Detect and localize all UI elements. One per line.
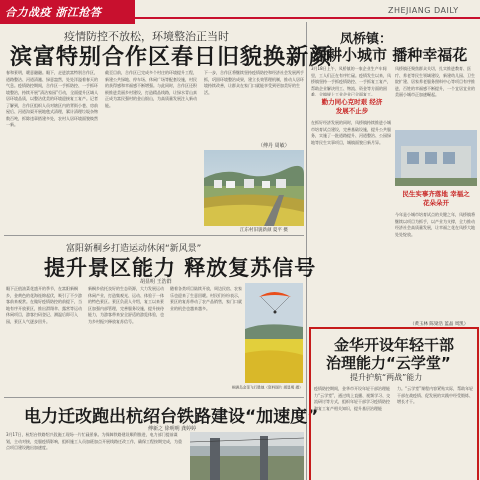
article-tourism-headline: 提升景区能力 释放复苏信号 xyxy=(44,256,317,280)
article-rail-byline: 傅新之 徐明明 龚婷婷 xyxy=(148,426,197,432)
paper-name-en: ZHEJIANG DAILY xyxy=(388,6,459,15)
article-main-body-left: 春和景明，暖意融融。眼下，走进滨富特别合作区，道路整洁、河道清澈、绿意盎然，处处洋溢着春天的气息。疫情防控期间，合作区一手抓防控、一手抓环境整治，持续开展“清洁家园”行动，全面提升区域人居环境品质，以整洁优美的环境迎接复工复产。记者了解到，合作区组织人员对辖区内的背街小巷、房前屋后、河道沟渠开展地毯式清理，累计清理垃圾杂物数百吨，拆除违章搭建多处，农村人居环境面貌焕然一新。 xyxy=(6,70,99,127)
article-fenqiao-byline: （黄玉林 陈梁浩 蓝晶 周凯） xyxy=(410,322,469,327)
article-tourism-body-right: 随着各类项目陆续开放，周边民宿、农家乐也迎来了生意回暖。村民们纷纷表示，景区的复苏带动了农产品销售，家门口就业的机会也越来越多。 xyxy=(170,286,242,311)
article-tourism-body-left: 眼下正值油菜花盛开的季节，在富阳新桐乡，金黄色的花海连绵起伏，吸引了不少游客前来观赏。在做好疫情防控的前提下，当地有序开放景区，推出滑翔伞、露营等运动休闲项目，游客扫码登记、测温后即可入园，景区人气逐步回升。 xyxy=(6,286,82,324)
article-jinhua-subhead: 提升护航“两战”能力 xyxy=(350,373,423,382)
article-fenqiao-section-title-2: 民生实事齐落地 幸福之花朵朵开 xyxy=(402,190,470,207)
article-jinhua-headline-2: 治理能力“云学堂” xyxy=(326,354,451,372)
article-fenqiao-kicker: 凤桥镇： xyxy=(340,32,393,47)
village-photo xyxy=(204,150,304,226)
masthead-rule xyxy=(135,17,480,19)
article-jinhua-headline-1: 金华开设年轻干部 xyxy=(334,336,455,354)
article-fenqiao-body-a: 3月18日上午，凤桥镇的一家企业生产车间里，工人们正在有序忙碌。疫情发生以来，凤桥镇坚持一手抓疫情防控、一手抓复工复产，帮助企业解决用工、物流、资金等方面的困难，全镇规上工业企业已全面复工。 xyxy=(311,66,391,96)
article-fenqiao-section-title: 勤力同心克时艰 经济发展不止步 xyxy=(321,98,383,115)
article-tourism-byline: 胡显明 王浩群 xyxy=(140,279,172,285)
paraglider-photo xyxy=(245,283,303,383)
article-main-body-mid: 截至目前，合作区已完成多个村庄的环境提升工程，新建公共绿地、停车场、休闲广场等配套设施，村民的获得感和幸福感不断增强。与此同时，合作区还积极推进美丽乡村建设，打造精品线路，让绿水青山真正成为富民强村的金山银山，为高质量发展注入新动能。 xyxy=(105,70,197,108)
article-main-byline: （傅丹 周敏） xyxy=(258,143,290,149)
section-rule-2 xyxy=(4,397,304,398)
article-fenqiao-body-d: 今年是小城市培育试点的关键之年，凤桥镇将继续以项目为抓手，以产业为支撑，全力推动经济社会高质量发展，让幸福之花在凤桥大地处处绽放。 xyxy=(395,212,475,237)
rail-photo xyxy=(190,432,304,480)
article-tourism-body-mid: 新桐乡依托良好的生态资源，大力发展运动休闲产业，打造集观光、运动、体验于一体的特色景区。景区负责人介绍，复工以来景区加强内部管理，完善服务设施，提升接待能力，为游客带来安全舒适的游览体验，也为乡村振兴释放复苏信号。 xyxy=(88,286,164,324)
article-tourism-kicker: 富阳新桐乡打造运动休闲“新风景” xyxy=(66,244,202,254)
paraglider-photo-caption: 桐洲岛金菜飞行胜地（资料图片 胡显明 摄） xyxy=(232,385,303,390)
village-photo-caption: 江东村旧貌新颜 夏平 摄 xyxy=(240,228,288,233)
masthead-section-label: 合力战疫 浙江抢答 xyxy=(5,6,102,19)
article-fenqiao-body-b: 在抓好经济发展的同时，凤桥镇持续推进小城市培育试点建设，完善基础设施，提升公共服务，实施了一批道路提升、河道整治、公园绿地等民生实事项目，城镇面貌日新月异。 xyxy=(311,120,391,145)
article-main-kicker: 疫情防控不放松，环境整治正当时 xyxy=(64,30,229,43)
article-jinhua-body: 疫情防控期间，金华市开设年轻干部治理能力“云学堂”，通过线上直播、视频学习、交流研讨等方式，组织年轻干部学习疫情防控和复工复产相关知识，提升基层治理能力。“云学堂”课程内容紧贴实际，帮助年轻干部在战疫情、促发展的实践中经受锻炼、增长才干。 xyxy=(314,386,474,411)
masthead-banner xyxy=(0,0,135,24)
fenqiao-photo xyxy=(395,130,477,186)
article-rail-body: 3月17日，杭绍台铁路绍兴段施工现场一片忙碌景象。为保障铁路建设顺利推进，电力部门提前谋划，主动对接，克服疫情影响，组织施工人员加班加点开展线路迁改工作，确保工程按期完成，为重点项目建设跑出加速度。 xyxy=(6,432,182,450)
article-main-headline: 滨富特别合作区春日旧貌换新颜 xyxy=(10,45,333,70)
article-rail-headline: 电力迁改跑出杭绍台铁路建设“加速度” xyxy=(24,407,319,427)
article-fenqiao-body-c: 凤桥镇还聚焦群众关切，扎实推进教育、医疗、养老等民生领域建设，新建幼儿园、卫生院扩建、居家养老服务照料中心等项目有序推进，百姓的幸福感不断提升，一个宜居宜业的美丽小城市正加速崛起。 xyxy=(395,66,475,97)
article-main-body-right-top: 下一步，合作区将继续坚持疫情防控和经济社会发展两手抓，巩固环境整治成果，建立长效管理机制，推动人居环境持续改善，让群众在家门口就能享受到更加美好的生活。 xyxy=(204,70,304,95)
article-fenqiao-headline: 深耕小城市 播种幸福花 xyxy=(312,46,468,64)
section-rule xyxy=(4,235,304,236)
